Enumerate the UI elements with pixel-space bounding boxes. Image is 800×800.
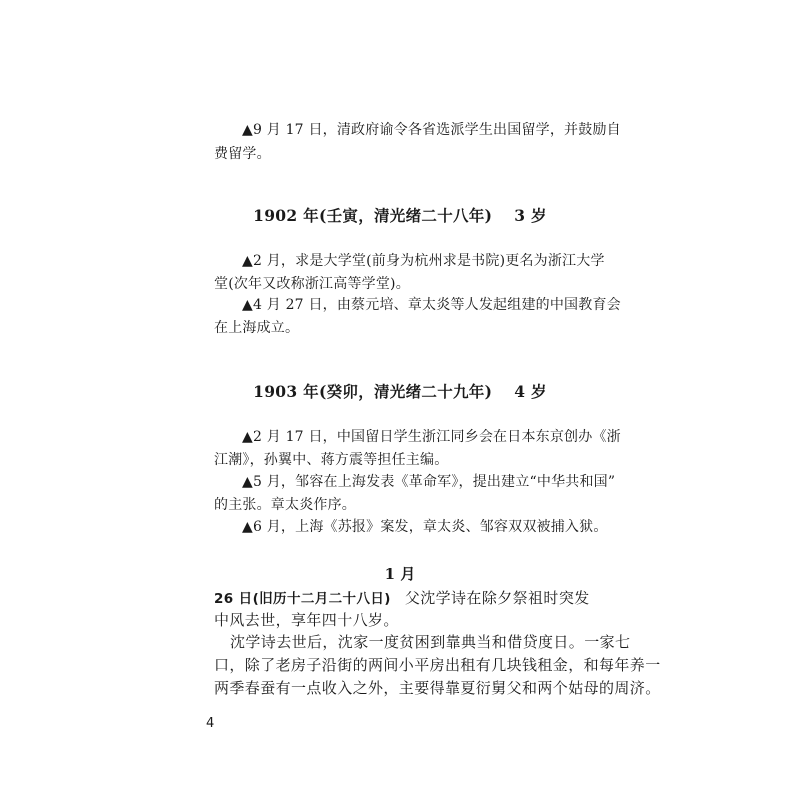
year-heading-1902	[0, 207, 800, 225]
year-heading-1903-age: 4 岁	[514, 382, 547, 401]
year-heading-1902-title: 1902 年(壬寅，清光绪二十八年)	[253, 206, 493, 225]
entry-1903-05-line1: ▲5 月，邹容在上海发表《革命军》，提出建立“中华共和国”	[242, 474, 616, 490]
paragraph-line1: 沈学诗去世后，沈家一度贫困到靠典当和借贷度日。一家七	[230, 633, 631, 651]
entry-1902-02-line2: 堂(次年又改称浙江高等学堂)。	[214, 276, 410, 292]
year-heading-1902-age: 3 岁	[514, 206, 547, 225]
paragraph-line2: 口，除了老房子沿街的两间小平房出租有几块钱租金，和每年养一	[214, 656, 661, 674]
page-number: 4	[206, 716, 215, 731]
month-entry-line1	[0, 588, 800, 609]
entry-1903-02-17-line2: 江潮》，孙翼中、蒋方震等担任主编。	[214, 452, 449, 468]
year-heading-1903-title: 1903 年(癸卯，清光绪二十九年)	[253, 382, 493, 401]
month-entry-line1-text: 父沈学诗在除夕祭祖时突发	[404, 589, 590, 607]
month-entry-line2: 中风去世，享年四十八岁。	[214, 611, 399, 629]
entry-1902-04-27-line1: ▲4 月 27 日，由蔡元培、章太炎等人发起组建的中国教育会	[242, 297, 621, 313]
year-heading-1903	[0, 383, 800, 401]
entry-1901-09-17-line2: 费留学。	[214, 146, 271, 162]
paragraph-line3: 两季春蚕有一点收入之外，主要得靠夏衍舅父和两个姑母的周济。	[214, 679, 661, 697]
entry-1902-02-line1: ▲2 月，求是大学堂(前身为杭州求是书院)更名为浙江大学	[242, 253, 605, 269]
entry-1903-02-17-line1: ▲2 月 17 日，中国留日学生浙江同乡会在日本东京创办《浙	[242, 429, 621, 445]
entry-1903-05-line2: 的主张。章太炎作序。	[214, 497, 356, 513]
entry-1902-04-27-line2: 在上海成立。	[214, 320, 300, 336]
month-heading: 1 月	[384, 565, 416, 583]
date-label: 26 日(旧历十二月二十八日)	[214, 591, 391, 607]
entry-1903-06-line1: ▲6 月，上海《苏报》案发，章太炎、邹容双双被捕入狱。	[242, 519, 608, 535]
entry-1901-09-17-line1: ▲9 月 17 日，清政府谕令各省选派学生出国留学，并鼓励自	[242, 122, 621, 138]
